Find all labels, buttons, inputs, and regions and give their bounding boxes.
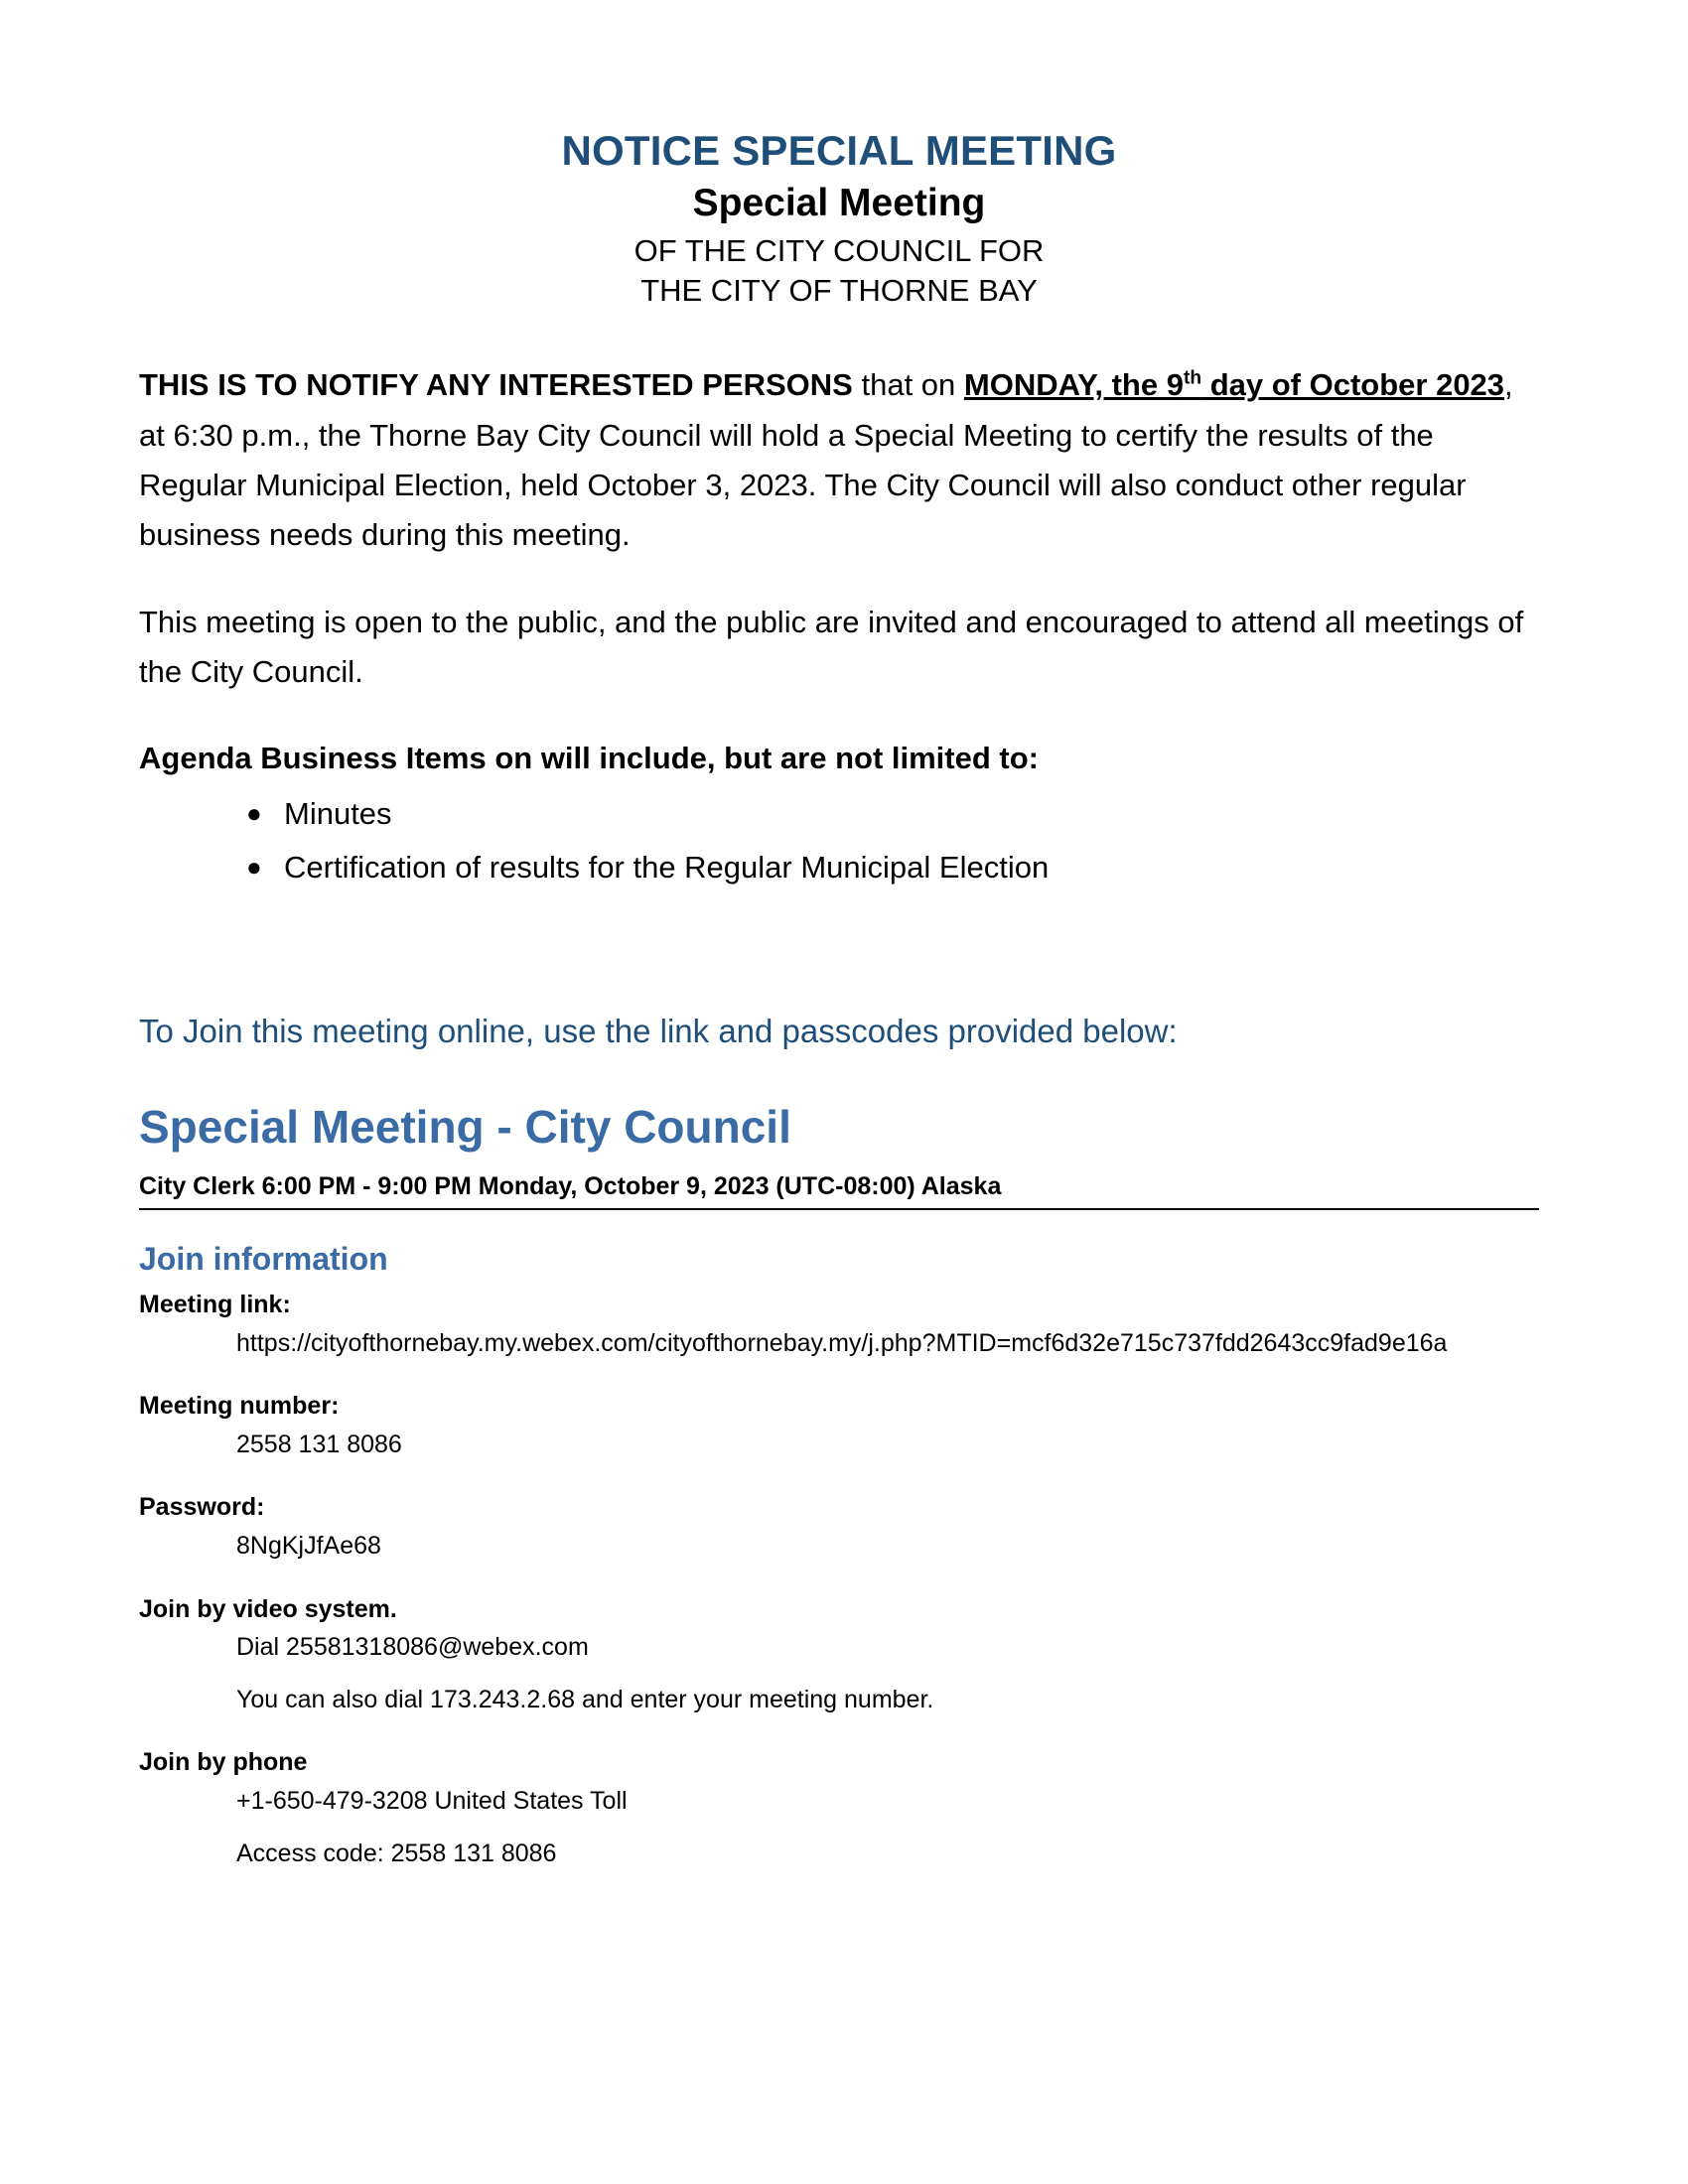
- subtitle-city-line: THE CITY OF THORNE BAY: [640, 273, 1038, 308]
- meeting-number-label: Meeting number:: [139, 1392, 340, 1421]
- password-value: 8NgKjJfAe68: [236, 1532, 381, 1561]
- notice-paragraph-rest: , at 6:30 p.m., the Thorne Bay City Council will hold a Special Meeting to certify the results of the Regular Municipal Election, held October 3, 2023. The City Council will also conduct other regular business needs during this meeting.: [139, 367, 1513, 552]
- list-item-label: Minutes: [284, 796, 392, 832]
- join-information-heading: Join information: [139, 1241, 388, 1278]
- join-by-phone-label: Join by phone: [139, 1748, 308, 1777]
- notice-paragraph: [139, 360, 1539, 560]
- phone-access-code: Access code: 2558 131 8086: [236, 1839, 557, 1867]
- video-alternate-dial: You can also dial 173.243.2.68 and enter your meeting number.: [236, 1685, 934, 1713]
- list-item-label: Certification of results for the Regular Municipal Election: [284, 849, 1050, 885]
- meeting-link-label: Meeting link:: [139, 1290, 291, 1318]
- meeting-type-title: Special Meeting: [692, 182, 986, 225]
- list-item: [139, 789, 1539, 839]
- meeting-number-value: 2558 131 8086: [236, 1430, 402, 1458]
- password-label: Password:: [139, 1493, 265, 1522]
- notice-date-part-b: day of October 2023: [1201, 367, 1505, 403]
- notice-date-part-a: MONDAY, the 9: [963, 367, 1184, 403]
- webex-meeting-title: Special Meeting - City Council: [139, 1100, 791, 1153]
- section-divider: [139, 1208, 1539, 1210]
- document-body: [139, 360, 1539, 1056]
- document-header: [139, 127, 1539, 311]
- phone-dial-number: +1-650-479-3208 United States Toll: [236, 1787, 628, 1816]
- video-dial-address: Dial 25581318086@webex.com: [236, 1633, 589, 1662]
- subtitle-council-line: OF THE CITY COUNCIL FOR: [633, 232, 1045, 268]
- notice-connector: that on: [852, 367, 964, 403]
- bullet-icon: ●: [246, 798, 262, 829]
- public-invitation-paragraph: This meeting is open to the public, and the public are invited and encouraged to attend all meetings of the City Council.: [139, 605, 1524, 690]
- notice-date-emphasis: [964, 367, 1504, 402]
- agenda-items-list: [139, 789, 1539, 891]
- notice-lead-emphasis: THIS IS TO NOTIFY ANY INTERESTED PERSONS: [139, 367, 853, 403]
- join-by-video-label: Join by video system.: [139, 1594, 397, 1623]
- meeting-link-value[interactable]: https://cityofthornebay.my.webex.com/cityofthornebay.my/j.php?MTID=mcf6d32e715c737fdd2643cc9fad9e16a: [236, 1328, 1448, 1357]
- webex-meeting-schedule: City Clerk 6:00 PM - 9:00 PM Monday, October 9, 2023 (UTC-08:00) Alaska: [139, 1171, 1002, 1200]
- page-title: NOTICE SPECIAL MEETING: [561, 127, 1117, 174]
- list-item: [139, 843, 1539, 892]
- ordinal-suffix: th: [1183, 367, 1202, 389]
- bullet-icon: ●: [246, 851, 262, 882]
- agenda-heading: Agenda Business Items on will include, but are not limited to:: [139, 740, 1039, 775]
- webex-meeting-block: [139, 1100, 1539, 1870]
- join-online-invitation: To Join this meeting online, use the link and passcodes provided below:: [139, 1013, 1178, 1050]
